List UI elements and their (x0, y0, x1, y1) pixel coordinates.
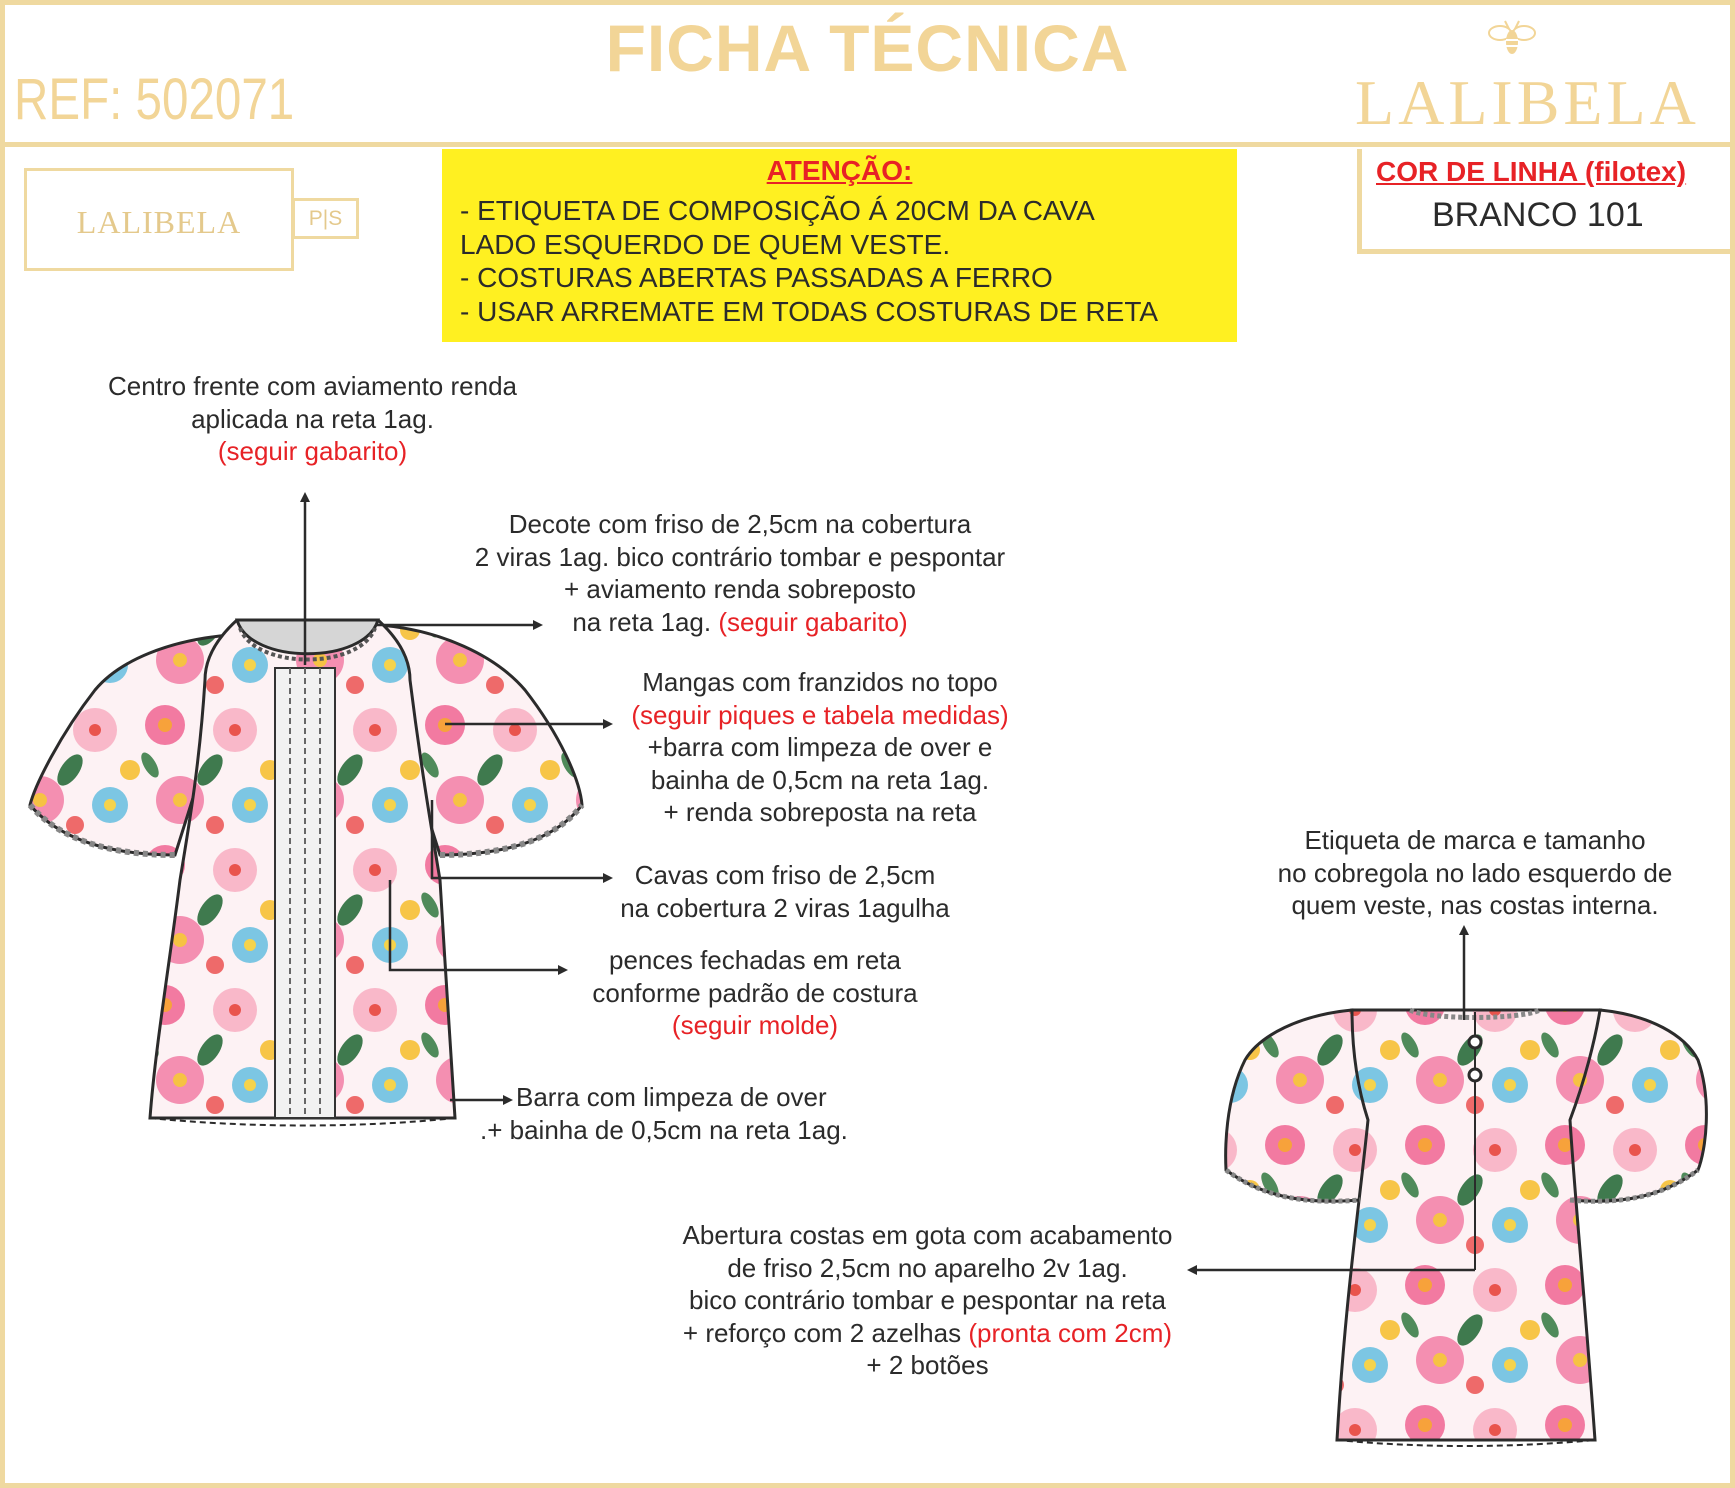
note-line (420, 606, 1060, 639)
attention-line: - USAR ARREMATE EM TODAS COSTURAS DE RETA (460, 295, 1159, 327)
note-line: + 2 botões (866, 1350, 989, 1380)
note-line: 2 viras 1ag. bico contrário tombar e pespontar (474, 541, 1006, 572)
note-line (640, 1317, 1215, 1350)
note-line: Abertura costas em gota com acabamento (682, 1220, 1173, 1250)
back-button (1469, 1036, 1481, 1048)
front-garment-drawing (30, 620, 582, 1126)
note-text: na reta 1ag. (572, 606, 712, 637)
size-label-sample: P|S (292, 198, 359, 239)
note-line: +barra com limpeza de over e (647, 732, 993, 762)
note-line: conforme padrão de costura (592, 977, 918, 1008)
note-red-line: (seguir molde) (671, 1010, 839, 1040)
note-sleeves (600, 666, 1040, 829)
back-garment-drawing (1226, 1010, 1707, 1446)
attention-line: - COSTURAS ABERTAS PASSADAS A FERRO (460, 262, 1053, 293)
note-darts (555, 944, 955, 1042)
note-armholes (595, 859, 975, 924)
note-line: Etiqueta de marca e tamanho (1304, 825, 1646, 855)
note-line: de friso 2,5cm no aparelho 2v 1ag. (727, 1252, 1128, 1283)
note-line: bainha de 0,5cm na reta 1ag. (650, 764, 990, 795)
reference-code: REF: 502071 (14, 67, 295, 132)
thread-color-value: BRANCO 101 (1432, 196, 1644, 234)
page-title: FICHA TÉCNICA (605, 11, 1130, 85)
note-line: quem veste, nas costas interna. (1291, 890, 1659, 920)
note-red-line: (seguir gabarito) (217, 436, 408, 466)
note-line: Centro frente com aviamento renda (108, 371, 517, 401)
note-line: bico contrário tombar e pespontar na reta (689, 1285, 1166, 1315)
brand-name: LALIBELA (1355, 67, 1700, 138)
note-neckline (420, 508, 1060, 638)
attention-line: - ETIQUETA DE COMPOSIÇÃO Á 20CM DA CAVA (460, 195, 1095, 226)
label-brand-text: LALIBELA (76, 204, 242, 240)
back-left-sleeve (1226, 1010, 1370, 1201)
note-red-line: (seguir piques e tabela medidas) (631, 699, 1009, 730)
note-line: pences fechadas em reta (609, 945, 901, 975)
note-hem (480, 1081, 900, 1146)
note-line: aplicada na reta 1ag. (191, 403, 434, 434)
note-line: + aviamento renda sobreposto (564, 574, 916, 604)
note-line: no cobregola no lado esquerdo de (1277, 857, 1673, 888)
back-button (1469, 1069, 1481, 1081)
note-text: + reforço com 2 azelhas (682, 1317, 962, 1348)
note-red-text: (pronta com 2cm) (968, 1317, 1173, 1348)
note-line: na cobertura 2 viras 1agulha (620, 892, 950, 923)
note-line: Barra com limpeza de over (516, 1082, 827, 1112)
note-red-text: (seguir gabarito) (718, 606, 908, 637)
note-line: Cavas com friso de 2,5cm (634, 860, 936, 890)
attention-line: LADO ESQUERDO DE QUEM VESTE. (460, 228, 951, 260)
note-center-front (60, 370, 565, 468)
note-line: Decote com friso de 2,5cm na cobertura (508, 509, 972, 539)
note-line: .+ bainha de 0,5cm na reta 1ag. (480, 1114, 848, 1145)
note-line: Mangas com franzidos no topo (642, 667, 998, 697)
note-line: + renda sobreposta na reta (663, 797, 977, 827)
note-back-opening (640, 1219, 1215, 1382)
note-brand-label (1240, 824, 1710, 922)
thread-color-title: COR DE LINHA (filotex) (1376, 156, 1687, 187)
attention-title: ATENÇÃO: (766, 155, 913, 186)
